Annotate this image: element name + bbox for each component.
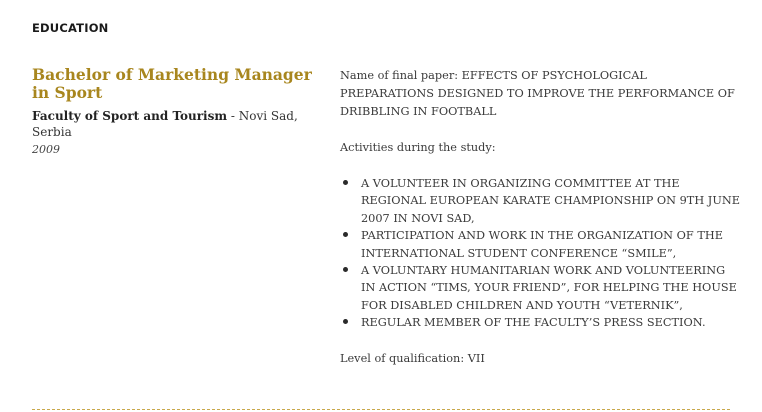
graduation-year: 2009 bbox=[32, 143, 60, 156]
activity-item: A VOLUNTARY HUMANITARIAN WORK AND VOLUNTEERING IN ACTION “TIMS, YOUR FRIEND”, FOR HELPING THE HOUSE FOR DISABLED CHILDREN AND YOUTH “VETERNIK”, bbox=[340, 262, 740, 314]
activity-item: REGULAR MEMBER OF THE FACULTY’S PRESS SECTION. bbox=[340, 314, 740, 331]
qualification-level: Level of qualification: VII bbox=[340, 351, 485, 365]
institution-line bbox=[32, 108, 322, 140]
education-entry-summary bbox=[32, 66, 322, 156]
institution-location: - Novi Sad, Serbia bbox=[32, 109, 298, 139]
activity-item: PARTICIPATION AND WORK IN THE ORGANIZATION OF THE INTERNATIONAL STUDENT CONFERENCE “SMILE”, bbox=[340, 227, 740, 262]
section-divider bbox=[32, 409, 730, 410]
activity-item: A VOLUNTEER IN ORGANIZING COMMITTEE AT THE REGIONAL EUROPEAN KARATE CHAMPIONSHIP ON 9TH JUNE 2007 IN NOVI SAD, bbox=[340, 175, 740, 227]
activities-label: Activities during the study: bbox=[340, 141, 496, 154]
institution-name: Faculty of Sport and Tourism bbox=[32, 109, 228, 123]
final-paper: Name of final paper: EFFECTS OF PSYCHOLOGICAL PREPARATIONS DESIGNED TO IMPROVE THE PERFORMANCE OF DRIBBLING IN FOOTBALL bbox=[340, 69, 735, 118]
section-heading: EDUCATION bbox=[32, 21, 109, 35]
activities-list bbox=[340, 175, 740, 332]
degree-title: Bachelor of Marketing Manager in Sport bbox=[32, 65, 312, 102]
education-entry-details bbox=[340, 67, 740, 368]
